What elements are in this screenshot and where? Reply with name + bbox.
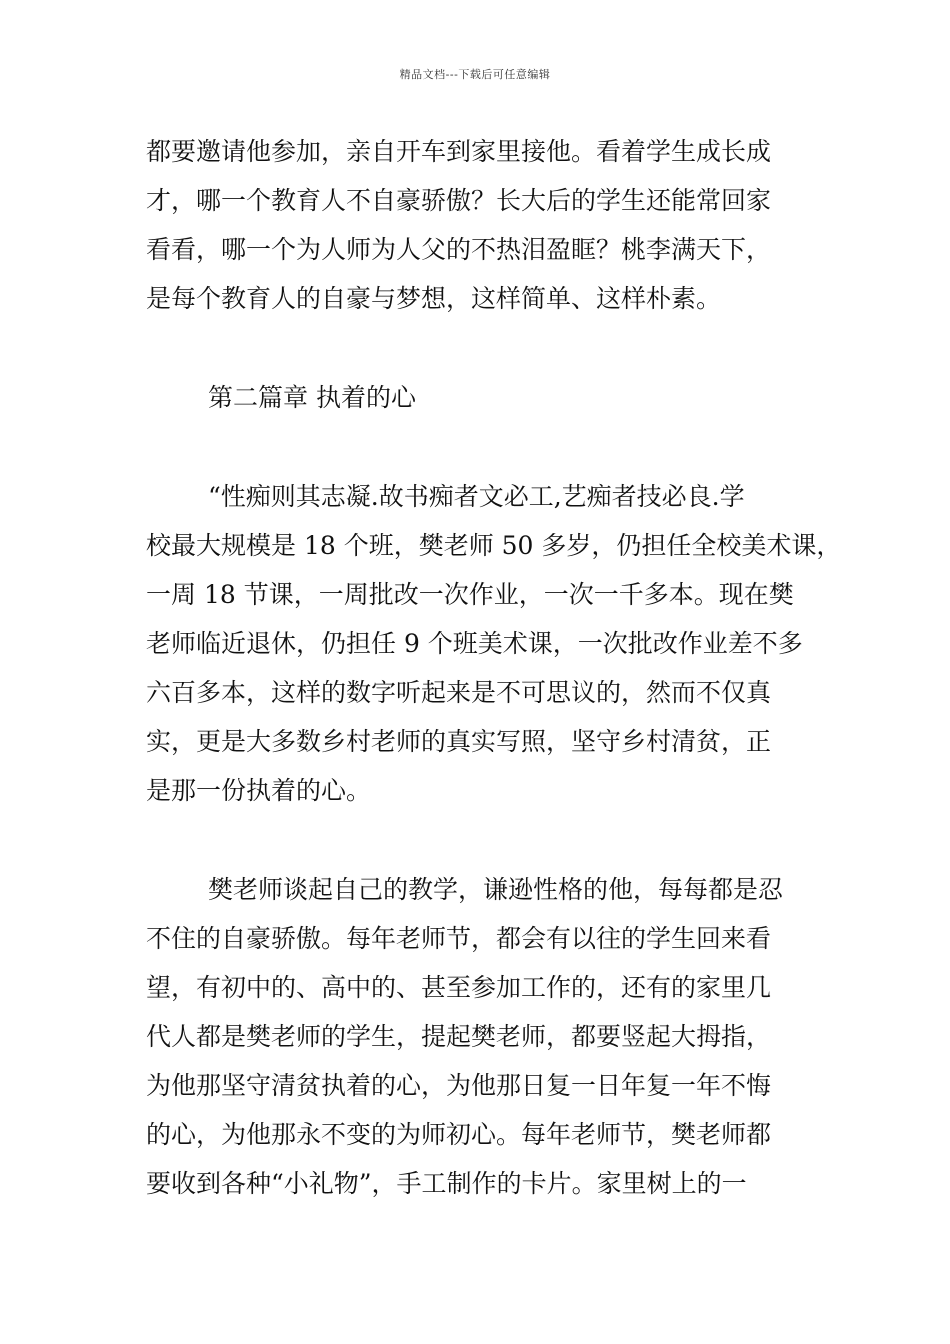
paragraph-spacer — [146, 323, 826, 373]
text-line: 樊老师谈起自己的教学，谦逊性格的他，每每都是忍 — [208, 875, 784, 904]
paragraph-3 — [146, 865, 826, 1208]
section-heading — [146, 373, 826, 422]
text-line: 要收到各种“小礼物”，手工制作的卡片。家里树上的一 — [146, 1169, 747, 1198]
paragraph-spacer — [146, 815, 826, 865]
section-heading-text: 第二篇章 执着的心 — [208, 383, 416, 412]
text-line: 才，哪一个教育人不自豪骄傲？长大后的学生还能常回家 — [146, 186, 772, 215]
text-line: 望，有初中的、高中的、甚至参加工作的，还有的家里几 — [146, 973, 772, 1002]
text-line: 是那一份执着的心。 — [146, 776, 372, 805]
text-line: 都要邀请他参加，亲自开车到家里接他。看着学生成长成 — [146, 137, 772, 166]
text-line: 的心，为他那永不变的为师初心。每年老师节，樊老师都 — [146, 1120, 772, 1149]
text-line: 不住的自豪骄傲。每年老师节，都会有以往的学生回来看 — [146, 924, 772, 953]
text-line: “性痴则其志凝.故书痴者文必工,艺痴者技必良.学 — [208, 482, 745, 511]
text-line: 代人都是樊老师的学生，提起樊老师，都要竖起大拇指， — [146, 1022, 772, 1051]
text-line: 六百多本，这样的数字听起来是不可思议的，然而不仅真 — [146, 678, 772, 707]
paragraph-1 — [146, 127, 826, 323]
text-line: 校最大规模是 18 个班，樊老师 50 多岁，仍担任全校美术课， — [146, 531, 842, 560]
text-line: 为他那坚守清贫执着的心，为他那日复一日年复一年不悔 — [146, 1071, 772, 1100]
text-line: 老师临近退休，仍担任 9 个班美术课，一次批改作业差不多 — [146, 629, 803, 658]
text-line: 一周 18 节课，一周批改一次作业，一次一千多本。现在樊 — [146, 580, 794, 609]
paragraph-2 — [146, 472, 842, 815]
text-line: 实，更是大多数乡村老师的真实写照，坚守乡村清贫，正 — [146, 727, 772, 756]
paragraph-spacer — [146, 422, 826, 472]
document-body — [146, 127, 842, 1208]
page-header: 精品文档---下载后可任意编辑 — [399, 68, 551, 81]
text-line: 看看，哪一个为人师为人父的不热泪盈眶？桃李满天下， — [146, 235, 772, 264]
text-line: 是每个教育人的自豪与梦想，这样简单、这样朴素。 — [146, 284, 722, 313]
